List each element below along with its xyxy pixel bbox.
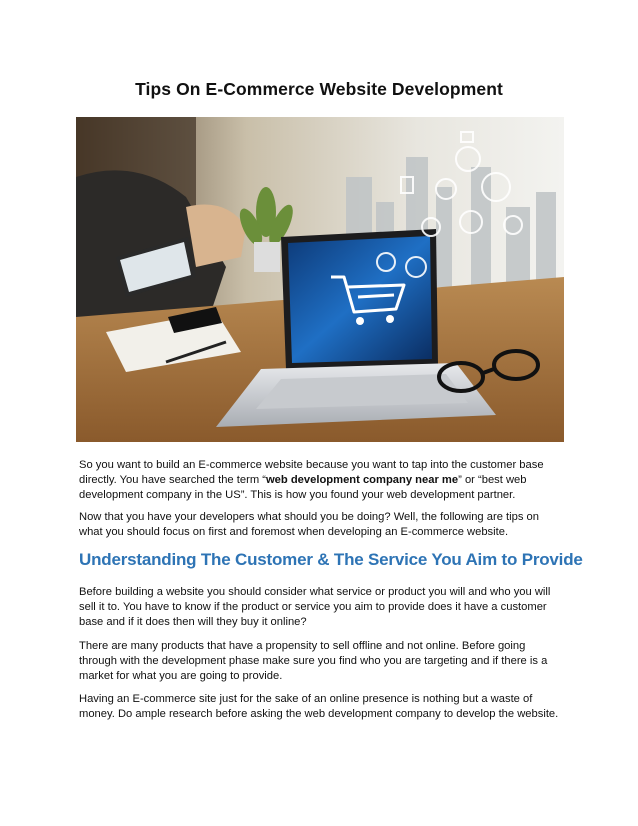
page-title: Tips On E-Commerce Website Development [135,79,503,99]
paragraph-3: Before building a website you should consider what service or product you will and who you will sell it to. You have to know if the product or service you aim to provide does it have a customer base and if it does then will they buy it online? [79,586,551,629]
intro-paragraph: So you want to build an E-commerce website because you want to tap into the customer base directly. You have searched the term “web development company near me” or “best web development company in the US”. This is how you found your web development partner. [79,459,544,502]
paragraph-5: Having an E-commerce site just for the sake of an online presence is nothing but a waste of money. Do ample research before asking the web development company to develop the website. [79,693,559,721]
paragraph-4: There are many products that have a propensity to sell offline and not online. Before going through with the development phase make sure you find who you are targeting and if there is a market for what you are going to provide. [79,640,548,683]
laptop-ecommerce-illustration [76,117,564,442]
paragraph-2: Now that you have your developers what should you be doing? Well, the following are tips on what you should focus on first and foremost when developing an E-commerce website. [79,511,540,539]
section-heading: Understanding The Customer & The Service You Aim to Provide [79,550,583,569]
hero-image [76,117,564,442]
keyword-bold: web development company near me [265,474,459,487]
